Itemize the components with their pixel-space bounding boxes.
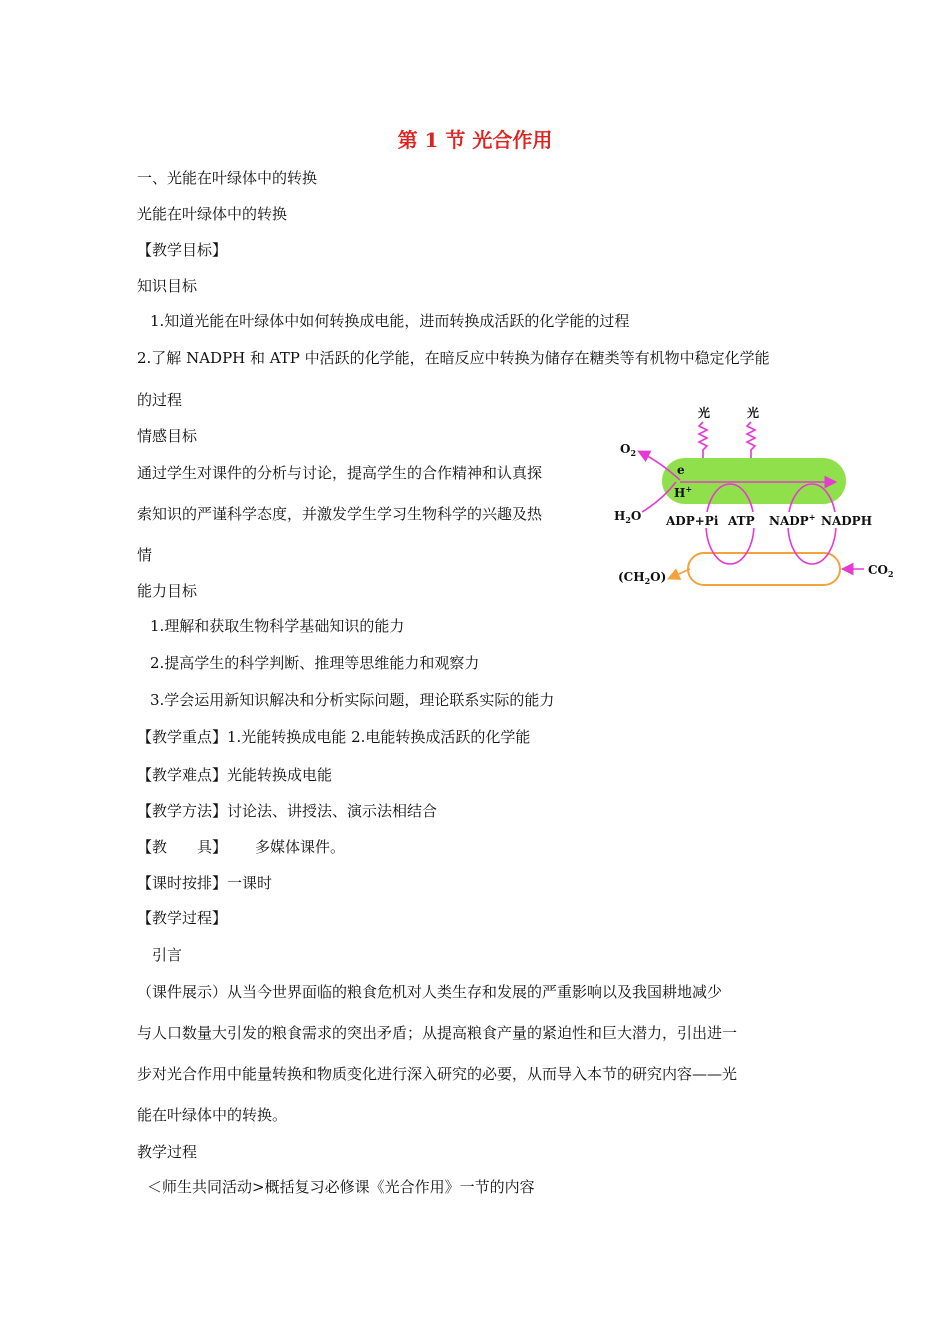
page-title: 第 1 节 光合作用 xyxy=(397,128,553,152)
atp-label: ATP xyxy=(728,514,755,528)
intro-paragraph-line-2: 与人口数量大引发的粮食需求的突出矛盾；从提高粮食产量的紧迫性和巨大潜力，引出进一 xyxy=(137,1024,738,1042)
light-label-2: 光 xyxy=(747,406,760,420)
tools-value: 多媒体课件。 xyxy=(255,838,346,856)
thylakoid-membrane xyxy=(662,458,846,504)
o2-label: $O_2$ xyxy=(620,442,637,458)
ability-item-3: 3.学会运用新知识解决和分析实际问题，理论联系实际的能力 xyxy=(150,691,555,709)
emotion-line-2: 索知识的严谨科学态度，并激发学生学习生物科学的兴趣及热 xyxy=(137,505,543,523)
tools-label: 【教 具】 xyxy=(137,838,228,856)
knowledge-item-2: 2.了解 NADPH 和 ATP 中活跃的化学能，在暗反应中转换为储存在糖类等有机物中稳定化学能 xyxy=(137,349,770,367)
knowledge-item-1: 1.知道光能在叶绿体中如何转换成电能，进而转换成活跃的化学能的过程 xyxy=(150,312,630,330)
section-heading: 一、光能在叶绿体中的转换 xyxy=(137,169,318,187)
stroma-capsule xyxy=(688,553,840,585)
photosynthesis-diagram xyxy=(610,400,900,592)
intro-paragraph-line-3: 步对光合作用中能量转换和物质变化进行深入研究的必要，从而导入本节的研究内容——光 xyxy=(137,1065,738,1083)
ch2o-label: $(CH_2O)$ xyxy=(618,570,667,586)
co2-label: $CO_2$ xyxy=(868,563,894,579)
proton-label: H+ xyxy=(674,484,693,500)
knowledge-item-2-cont: 的过程 xyxy=(137,391,183,409)
light-label-1: 光 xyxy=(698,406,711,420)
objectives-header: 【教学目标】 xyxy=(137,241,228,259)
nadp-label: NADP+ xyxy=(769,512,816,528)
ch2o-arrow xyxy=(670,569,690,578)
schedule: 【课时按排】一课时 xyxy=(137,874,273,892)
electron-label: e xyxy=(677,463,685,477)
key-points: 【教学重点】1.光能转换成电能 2.电能转换成活跃的化学能 xyxy=(137,728,531,746)
subtitle: 光能在叶绿体中的转换 xyxy=(137,205,288,223)
ability-item-1: 1.理解和获取生物科学基础知识的能力 xyxy=(150,617,405,635)
activity-line: ＜师生共同活动>概括复习必修课《光合作用》一节的内容 xyxy=(147,1178,535,1196)
h2o-label: $H_2O$ xyxy=(614,509,642,525)
ability-header: 能力目标 xyxy=(137,582,198,600)
difficulty: 【教学难点】光能转换成电能 xyxy=(137,766,333,784)
intro-paragraph-line-1: （课件展示）从当今世界面临的粮食危机对人类生存和发展的严重影响以及我国耕地减少 xyxy=(137,983,723,1001)
ability-item-2: 2.提高学生的科学判断、推理等思维能力和观察力 xyxy=(150,654,480,672)
knowledge-header: 知识目标 xyxy=(137,277,198,295)
process-header: 【教学过程】 xyxy=(137,909,228,927)
emotion-line-3: 情 xyxy=(137,546,153,564)
emotion-header: 情感目标 xyxy=(137,427,198,445)
process-label: 教学过程 xyxy=(137,1143,198,1161)
intro-heading: 引言 xyxy=(152,946,183,964)
adp-pi-label: ADP+Pi xyxy=(666,514,719,528)
emotion-line-1: 通过学生对课件的分析与讨论，提高学生的合作精神和认真探 xyxy=(137,464,543,482)
nadph-label: NADPH xyxy=(821,514,873,528)
methods: 【教学方法】讨论法、讲授法、演示法相结合 xyxy=(137,802,438,820)
intro-paragraph-line-4: 能在叶绿体中的转换。 xyxy=(137,1106,288,1124)
